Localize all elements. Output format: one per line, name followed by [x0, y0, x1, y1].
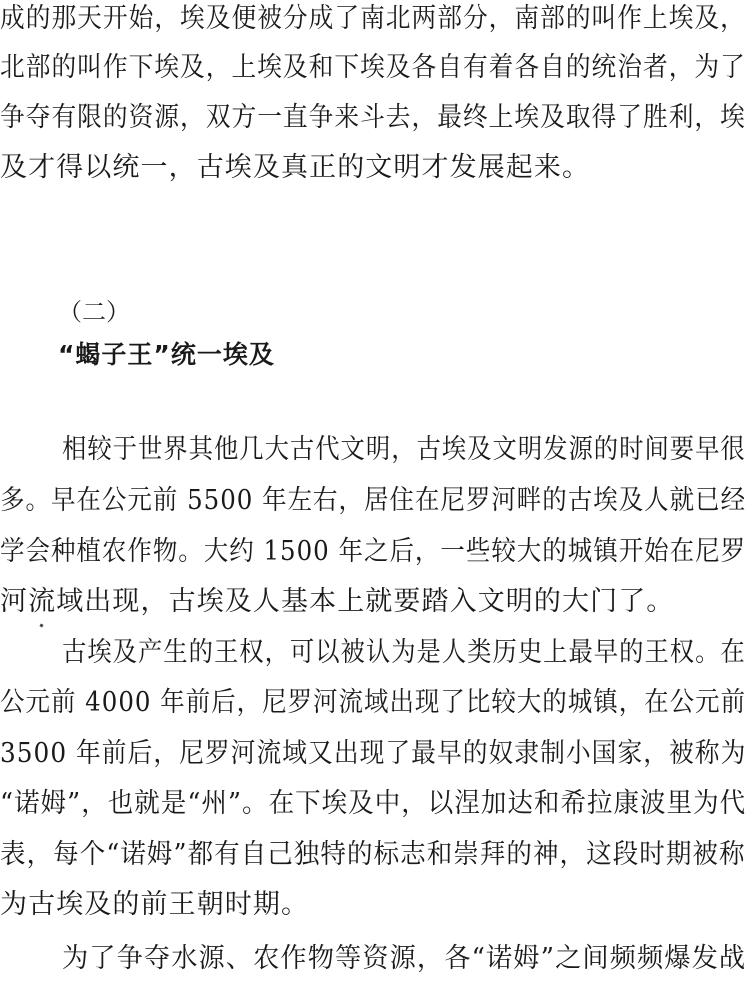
text-line: 相较于世界其他几大古代文明，古埃及文明发源的时间要早很: [62, 434, 746, 465]
text-line: 古埃及产生的王权，可以被认为是人类历史上最早的王权。在: [62, 637, 746, 668]
text-line: 多。早在公元前 5500 年左右，居住在尼罗河畔的古埃及人就已经: [0, 485, 747, 516]
text-line: 表，每个“诺姆”都有自己独特的标志和崇拜的神，这段时期被称: [0, 839, 746, 870]
text-line: 为了争夺水源、农作物等资源，各“诺姆”之间频频爆发战: [62, 943, 747, 974]
text-line: 争夺有限的资源，双方一直争来斗去，最终上埃及取得了胜利，埃: [0, 102, 746, 133]
text-line: 河流域出现，古埃及人基本上就要踏入文明的大门了。: [0, 586, 675, 617]
text-line: 北部的叫作下埃及，上埃及和下埃及各自有着各自的统治者，为了: [0, 52, 746, 83]
text-line: 为古埃及的前王朝时期。: [0, 889, 310, 920]
text-line: 3500 年前后，尼罗河流域又出现了最早的奴隶制小国家，被称为: [0, 738, 747, 769]
section-number: （二）: [58, 298, 130, 326]
text-line: 成的那天开始，埃及便被分成了南北两部分，南部的叫作上埃及，: [0, 3, 746, 34]
text-line: 公元前 4000 年前后，尼罗河流域出现了比较大的城镇，在公元前: [0, 687, 747, 718]
section-title: “蝎子王”统一埃及: [58, 340, 275, 369]
text-line: 及才得以统一，古埃及真正的文明才发展起来。: [0, 152, 591, 183]
text-line: 学会种植农作物。大约 1500 年之后，一些较大的城镇开始在尼罗: [0, 536, 747, 567]
text-line: “诺姆”，也就是“州”。在下埃及中，以涅加达和希拉康波里为代: [0, 788, 747, 819]
scan-speck: [39, 623, 43, 627]
